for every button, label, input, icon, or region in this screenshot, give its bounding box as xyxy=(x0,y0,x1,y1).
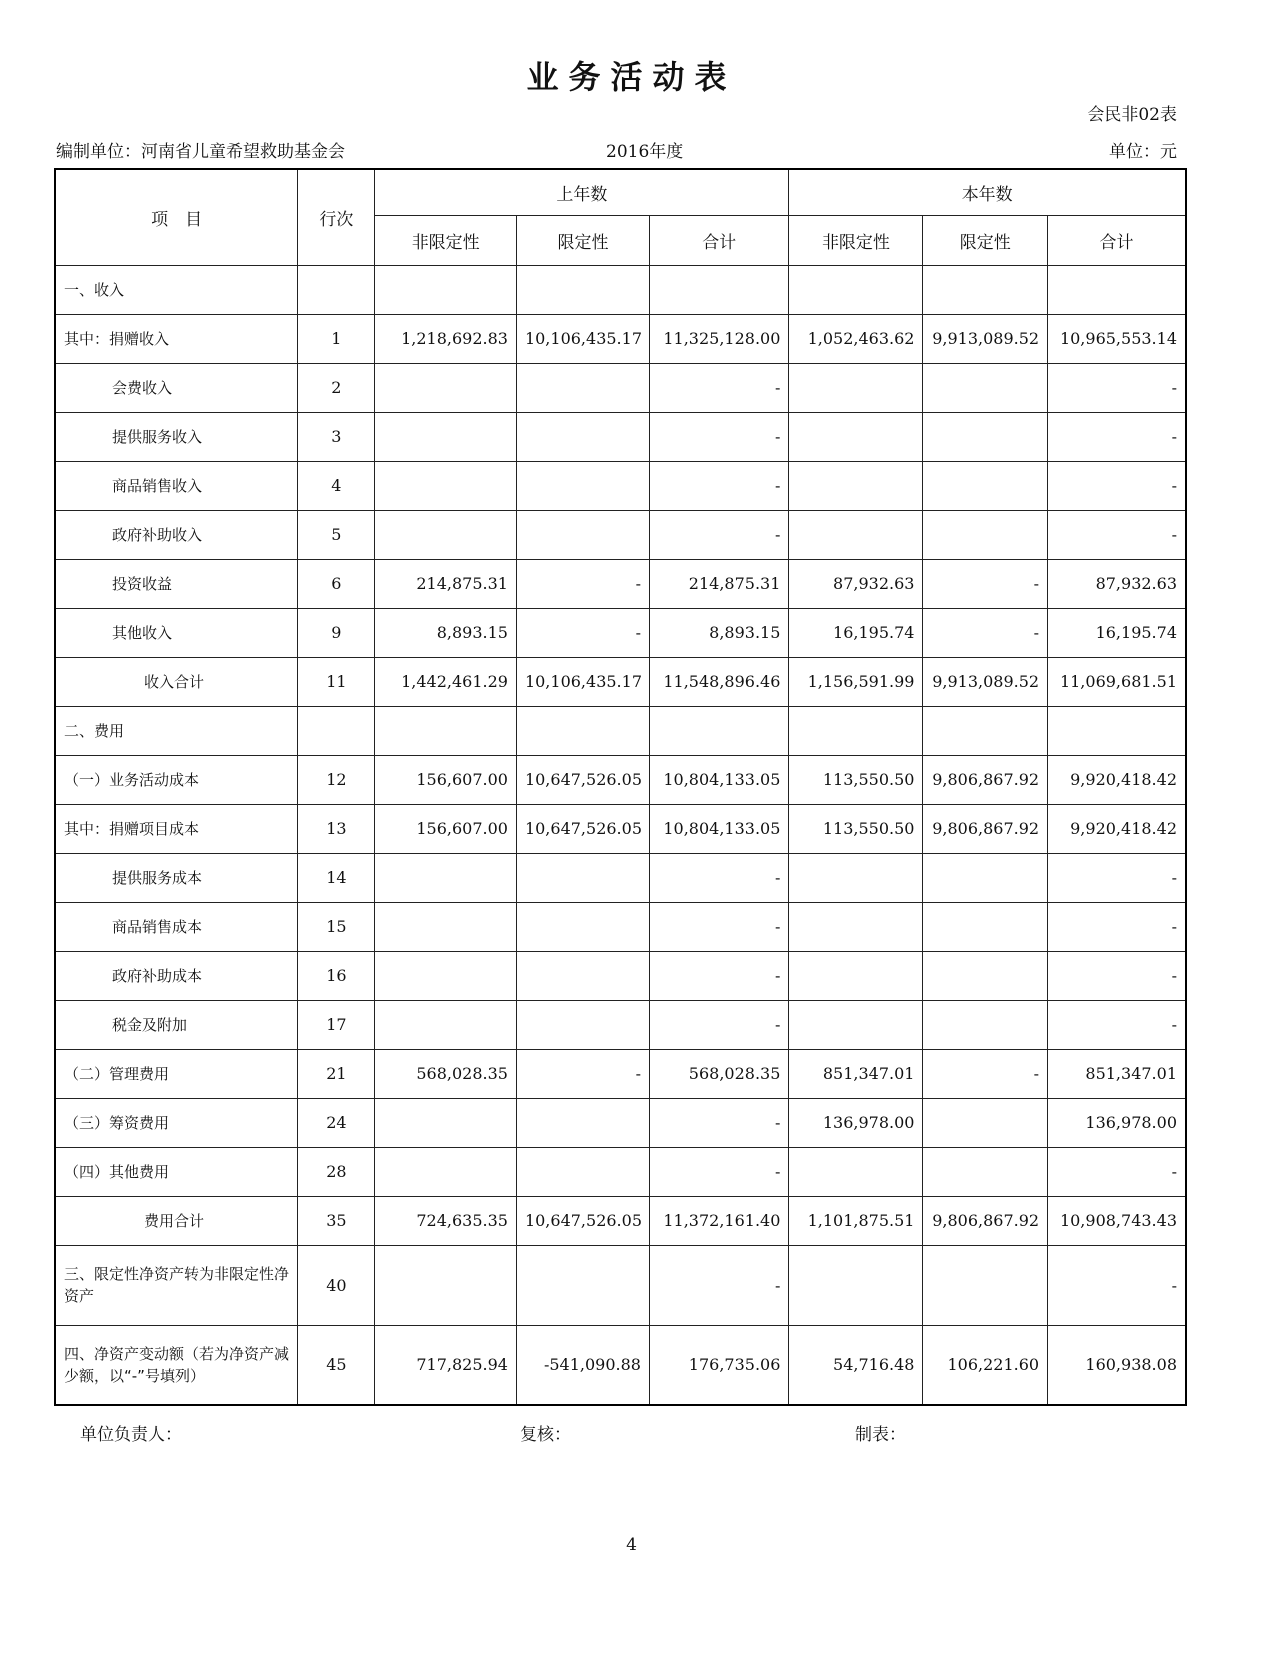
row-line-number: 4 xyxy=(298,461,375,510)
cell-curr-unrestricted xyxy=(789,510,923,559)
page-title: 业务活动表 xyxy=(526,58,737,96)
table-row xyxy=(55,1000,1186,1049)
cell-curr-unrestricted xyxy=(789,902,923,951)
table-row xyxy=(55,265,1186,314)
cell-curr-unrestricted xyxy=(789,853,923,902)
table-row xyxy=(55,510,1186,559)
cell-prev-unrestricted xyxy=(375,951,517,1000)
row-item-label: 提供服务收入 xyxy=(55,412,298,461)
cell-prev-unrestricted: 156,607.00 xyxy=(375,755,517,804)
col-header-curr-unrestricted: 非限定性 xyxy=(789,215,923,265)
row-line-number: 1 xyxy=(298,314,375,363)
cell-prev-total: 10,804,133.05 xyxy=(649,755,788,804)
row-item-label: 政府补助成本 xyxy=(55,951,298,1000)
cell-prev-total: 8,893.15 xyxy=(649,608,788,657)
row-line-number xyxy=(298,706,375,755)
cell-prev-unrestricted xyxy=(375,706,517,755)
page-number: 4 xyxy=(626,1535,637,1555)
cell-prev-total: - xyxy=(649,1147,788,1196)
cell-prev-total: 11,548,896.46 xyxy=(649,657,788,706)
cell-prev-restricted xyxy=(516,461,649,510)
cell-prev-unrestricted xyxy=(375,265,517,314)
cell-curr-restricted: 9,913,089.52 xyxy=(923,657,1048,706)
table-row xyxy=(55,1049,1186,1098)
row-line-number xyxy=(298,265,375,314)
row-line-number: 2 xyxy=(298,363,375,412)
row-line-number: 16 xyxy=(298,951,375,1000)
cell-curr-restricted xyxy=(923,363,1048,412)
cell-curr-total: - xyxy=(1048,853,1186,902)
cell-curr-unrestricted: 87,932.63 xyxy=(789,559,923,608)
cell-prev-unrestricted xyxy=(375,412,517,461)
row-item-label: 税金及附加 xyxy=(55,1000,298,1049)
row-item-label: 政府补助收入 xyxy=(55,510,298,559)
cell-prev-restricted xyxy=(516,853,649,902)
col-header-prev-total: 合计 xyxy=(649,215,788,265)
row-item-label: 商品销售成本 xyxy=(55,902,298,951)
cell-prev-restricted xyxy=(516,1147,649,1196)
cell-prev-restricted: 10,647,526.05 xyxy=(516,755,649,804)
cell-curr-total: 10,965,553.14 xyxy=(1048,314,1186,363)
cell-prev-unrestricted xyxy=(375,1098,517,1147)
cell-prev-restricted: - xyxy=(516,608,649,657)
cell-curr-restricted xyxy=(923,412,1048,461)
cell-prev-total: 11,372,161.40 xyxy=(649,1196,788,1245)
col-header-curr-year: 本年数 xyxy=(789,169,1186,215)
cell-curr-total: - xyxy=(1048,461,1186,510)
table-row xyxy=(55,1098,1186,1147)
table-row xyxy=(55,902,1186,951)
cell-prev-total xyxy=(649,265,788,314)
cell-curr-unrestricted: 16,195.74 xyxy=(789,608,923,657)
cell-curr-restricted xyxy=(923,265,1048,314)
row-line-number: 35 xyxy=(298,1196,375,1245)
table-row xyxy=(55,951,1186,1000)
cell-prev-unrestricted xyxy=(375,363,517,412)
row-item-label: （三）筹资费用 xyxy=(55,1098,298,1147)
cell-prev-restricted: - xyxy=(516,559,649,608)
cell-curr-unrestricted xyxy=(789,1245,923,1325)
cell-curr-total: - xyxy=(1048,951,1186,1000)
cell-curr-restricted xyxy=(923,706,1048,755)
cell-curr-total: 87,932.63 xyxy=(1048,559,1186,608)
col-header-curr-total: 合计 xyxy=(1048,215,1186,265)
cell-prev-unrestricted xyxy=(375,1147,517,1196)
cell-prev-unrestricted: 717,825.94 xyxy=(375,1325,517,1405)
row-item-label: 三、限定性净资产转为非限定性净资产 xyxy=(55,1245,298,1325)
cell-curr-restricted: 9,806,867.92 xyxy=(923,1196,1048,1245)
cell-curr-total: 9,920,418.42 xyxy=(1048,804,1186,853)
cell-prev-unrestricted: 1,218,692.83 xyxy=(375,314,517,363)
cell-prev-restricted xyxy=(516,363,649,412)
table-row xyxy=(55,461,1186,510)
row-line-number: 11 xyxy=(298,657,375,706)
table-row xyxy=(55,657,1186,706)
cell-curr-restricted: - xyxy=(923,608,1048,657)
cell-prev-total: - xyxy=(649,461,788,510)
cell-curr-total xyxy=(1048,265,1186,314)
cell-prev-restricted xyxy=(516,1245,649,1325)
row-line-number: 12 xyxy=(298,755,375,804)
table-body xyxy=(55,265,1186,1405)
row-item-label: 一、收入 xyxy=(55,265,298,314)
cell-curr-total: - xyxy=(1048,1245,1186,1325)
cell-curr-unrestricted xyxy=(789,412,923,461)
cell-curr-unrestricted: 1,052,463.62 xyxy=(789,314,923,363)
cell-prev-total: - xyxy=(649,1245,788,1325)
cell-prev-restricted xyxy=(516,951,649,1000)
cell-curr-unrestricted: 113,550.50 xyxy=(789,755,923,804)
cell-prev-restricted xyxy=(516,1000,649,1049)
cell-prev-total: - xyxy=(649,951,788,1000)
activity-table xyxy=(54,168,1187,1406)
cell-curr-unrestricted: 54,716.48 xyxy=(789,1325,923,1405)
cell-prev-restricted xyxy=(516,1098,649,1147)
cell-curr-restricted xyxy=(923,1245,1048,1325)
row-line-number: 17 xyxy=(298,1000,375,1049)
cell-curr-restricted xyxy=(923,1098,1048,1147)
col-header-curr-restricted: 限定性 xyxy=(923,215,1048,265)
row-item-label: 商品销售收入 xyxy=(55,461,298,510)
cell-curr-total: 16,195.74 xyxy=(1048,608,1186,657)
form-code: 会民非02表 xyxy=(1087,105,1177,125)
table-row xyxy=(55,412,1186,461)
row-item-label: 费用合计 xyxy=(55,1196,298,1245)
signature-head: 单位负责人： xyxy=(80,1425,182,1445)
table-row xyxy=(55,755,1186,804)
row-item-label: 会费收入 xyxy=(55,363,298,412)
row-item-label: （四）其他费用 xyxy=(55,1147,298,1196)
row-item-label: 提供服务成本 xyxy=(55,853,298,902)
cell-curr-restricted xyxy=(923,1000,1048,1049)
cell-prev-total: - xyxy=(649,1098,788,1147)
cell-prev-total: 176,735.06 xyxy=(649,1325,788,1405)
cell-prev-unrestricted xyxy=(375,461,517,510)
row-line-number: 24 xyxy=(298,1098,375,1147)
cell-curr-unrestricted xyxy=(789,363,923,412)
cell-prev-unrestricted: 1,442,461.29 xyxy=(375,657,517,706)
table-row xyxy=(55,1325,1186,1405)
row-line-number: 13 xyxy=(298,804,375,853)
cell-curr-total: - xyxy=(1048,1147,1186,1196)
org-name: 编制单位：河南省儿童希望救助基金会 xyxy=(56,142,345,162)
cell-curr-unrestricted xyxy=(789,951,923,1000)
cell-curr-unrestricted: 1,156,591.99 xyxy=(789,657,923,706)
row-line-number: 3 xyxy=(298,412,375,461)
col-header-item: 项 目 xyxy=(55,169,298,265)
row-line-number: 28 xyxy=(298,1147,375,1196)
row-line-number: 40 xyxy=(298,1245,375,1325)
cell-prev-restricted: 10,647,526.05 xyxy=(516,1196,649,1245)
row-item-label: 其中：捐赠项目成本 xyxy=(55,804,298,853)
cell-curr-total: - xyxy=(1048,1000,1186,1049)
col-header-line: 行次 xyxy=(298,169,375,265)
row-line-number: 9 xyxy=(298,608,375,657)
cell-curr-restricted xyxy=(923,461,1048,510)
cell-curr-total: 851,347.01 xyxy=(1048,1049,1186,1098)
cell-curr-total xyxy=(1048,706,1186,755)
cell-curr-restricted xyxy=(923,1147,1048,1196)
row-line-number: 5 xyxy=(298,510,375,559)
cell-prev-restricted xyxy=(516,706,649,755)
table-row xyxy=(55,1196,1186,1245)
cell-prev-total: - xyxy=(649,510,788,559)
header-info-row xyxy=(56,137,1177,161)
row-item-label: 其中：捐赠收入 xyxy=(55,314,298,363)
cell-curr-restricted xyxy=(923,902,1048,951)
cell-curr-restricted xyxy=(923,510,1048,559)
cell-prev-total: - xyxy=(649,412,788,461)
cell-curr-unrestricted xyxy=(789,1000,923,1049)
cell-prev-restricted: - xyxy=(516,1049,649,1098)
row-item-label: （一）业务活动成本 xyxy=(55,755,298,804)
cell-prev-total: 568,028.35 xyxy=(649,1049,788,1098)
cell-curr-total: - xyxy=(1048,510,1186,559)
row-item-label: 收入合计 xyxy=(55,657,298,706)
cell-prev-unrestricted xyxy=(375,853,517,902)
cell-prev-unrestricted xyxy=(375,902,517,951)
table-row xyxy=(55,804,1186,853)
cell-prev-total: 11,325,128.00 xyxy=(649,314,788,363)
col-header-prev-year: 上年数 xyxy=(375,169,789,215)
row-item-label: （二）管理费用 xyxy=(55,1049,298,1098)
table-row xyxy=(55,314,1186,363)
signature-review: 复核： xyxy=(520,1425,571,1445)
cell-curr-restricted: 9,806,867.92 xyxy=(923,804,1048,853)
row-line-number: 45 xyxy=(298,1325,375,1405)
cell-prev-total: - xyxy=(649,363,788,412)
cell-prev-unrestricted: 8,893.15 xyxy=(375,608,517,657)
cell-prev-unrestricted xyxy=(375,1000,517,1049)
header-row-1 xyxy=(55,169,1186,215)
cell-prev-unrestricted: 156,607.00 xyxy=(375,804,517,853)
cell-prev-total xyxy=(649,706,788,755)
row-item-label: 投资收益 xyxy=(55,559,298,608)
cell-curr-total: 160,938.08 xyxy=(1048,1325,1186,1405)
cell-prev-total: - xyxy=(649,853,788,902)
row-line-number: 14 xyxy=(298,853,375,902)
cell-curr-total: - xyxy=(1048,902,1186,951)
cell-prev-unrestricted xyxy=(375,1245,517,1325)
row-item-label: 四、净资产变动额（若为净资产减少额，以“-”号填列） xyxy=(55,1325,298,1405)
cell-prev-unrestricted xyxy=(375,510,517,559)
cell-curr-unrestricted: 851,347.01 xyxy=(789,1049,923,1098)
cell-curr-unrestricted: 1,101,875.51 xyxy=(789,1196,923,1245)
cell-curr-unrestricted xyxy=(789,461,923,510)
cell-curr-restricted: 9,806,867.92 xyxy=(923,755,1048,804)
cell-prev-restricted xyxy=(516,902,649,951)
cell-prev-restricted: 10,647,526.05 xyxy=(516,804,649,853)
table-row xyxy=(55,363,1186,412)
cell-prev-unrestricted: 724,635.35 xyxy=(375,1196,517,1245)
cell-curr-restricted: 9,913,089.52 xyxy=(923,314,1048,363)
cell-prev-restricted: 10,106,435.17 xyxy=(516,657,649,706)
cell-curr-restricted xyxy=(923,951,1048,1000)
cell-curr-restricted: - xyxy=(923,1049,1048,1098)
cell-curr-restricted: - xyxy=(923,559,1048,608)
row-line-number: 6 xyxy=(298,559,375,608)
table-row xyxy=(55,1147,1186,1196)
cell-curr-restricted: 106,221.60 xyxy=(923,1325,1048,1405)
row-item-label: 其他收入 xyxy=(55,608,298,657)
table-row xyxy=(55,559,1186,608)
cell-prev-unrestricted: 214,875.31 xyxy=(375,559,517,608)
table-row xyxy=(55,608,1186,657)
cell-curr-unrestricted xyxy=(789,706,923,755)
col-header-prev-unrestricted: 非限定性 xyxy=(375,215,517,265)
cell-prev-restricted: 10,106,435.17 xyxy=(516,314,649,363)
signature-prepare: 制表： xyxy=(855,1425,906,1445)
cell-prev-total: - xyxy=(649,1000,788,1049)
table-row xyxy=(55,853,1186,902)
cell-prev-total: - xyxy=(649,902,788,951)
report-year: 2016年度 xyxy=(606,142,684,162)
cell-curr-total: 136,978.00 xyxy=(1048,1098,1186,1147)
cell-prev-total: 10,804,133.05 xyxy=(649,804,788,853)
cell-curr-total: 10,908,743.43 xyxy=(1048,1196,1186,1245)
col-header-prev-restricted: 限定性 xyxy=(516,215,649,265)
cell-prev-restricted: -541,090.88 xyxy=(516,1325,649,1405)
table-row xyxy=(55,706,1186,755)
cell-curr-unrestricted xyxy=(789,265,923,314)
cell-prev-total: 214,875.31 xyxy=(649,559,788,608)
cell-prev-restricted xyxy=(516,265,649,314)
cell-curr-total: 9,920,418.42 xyxy=(1048,755,1186,804)
cell-curr-total: 11,069,681.51 xyxy=(1048,657,1186,706)
currency-unit: 单位：元 xyxy=(1109,142,1177,162)
cell-prev-unrestricted: 568,028.35 xyxy=(375,1049,517,1098)
cell-curr-total: - xyxy=(1048,363,1186,412)
table-row xyxy=(55,1245,1186,1325)
cell-curr-total: - xyxy=(1048,412,1186,461)
cell-curr-unrestricted xyxy=(789,1147,923,1196)
cell-prev-restricted xyxy=(516,412,649,461)
cell-prev-restricted xyxy=(516,510,649,559)
cell-curr-restricted xyxy=(923,853,1048,902)
row-line-number: 15 xyxy=(298,902,375,951)
row-line-number: 21 xyxy=(298,1049,375,1098)
row-item-label: 二、费用 xyxy=(55,706,298,755)
cell-curr-unrestricted: 136,978.00 xyxy=(789,1098,923,1147)
cell-curr-unrestricted: 113,550.50 xyxy=(789,804,923,853)
